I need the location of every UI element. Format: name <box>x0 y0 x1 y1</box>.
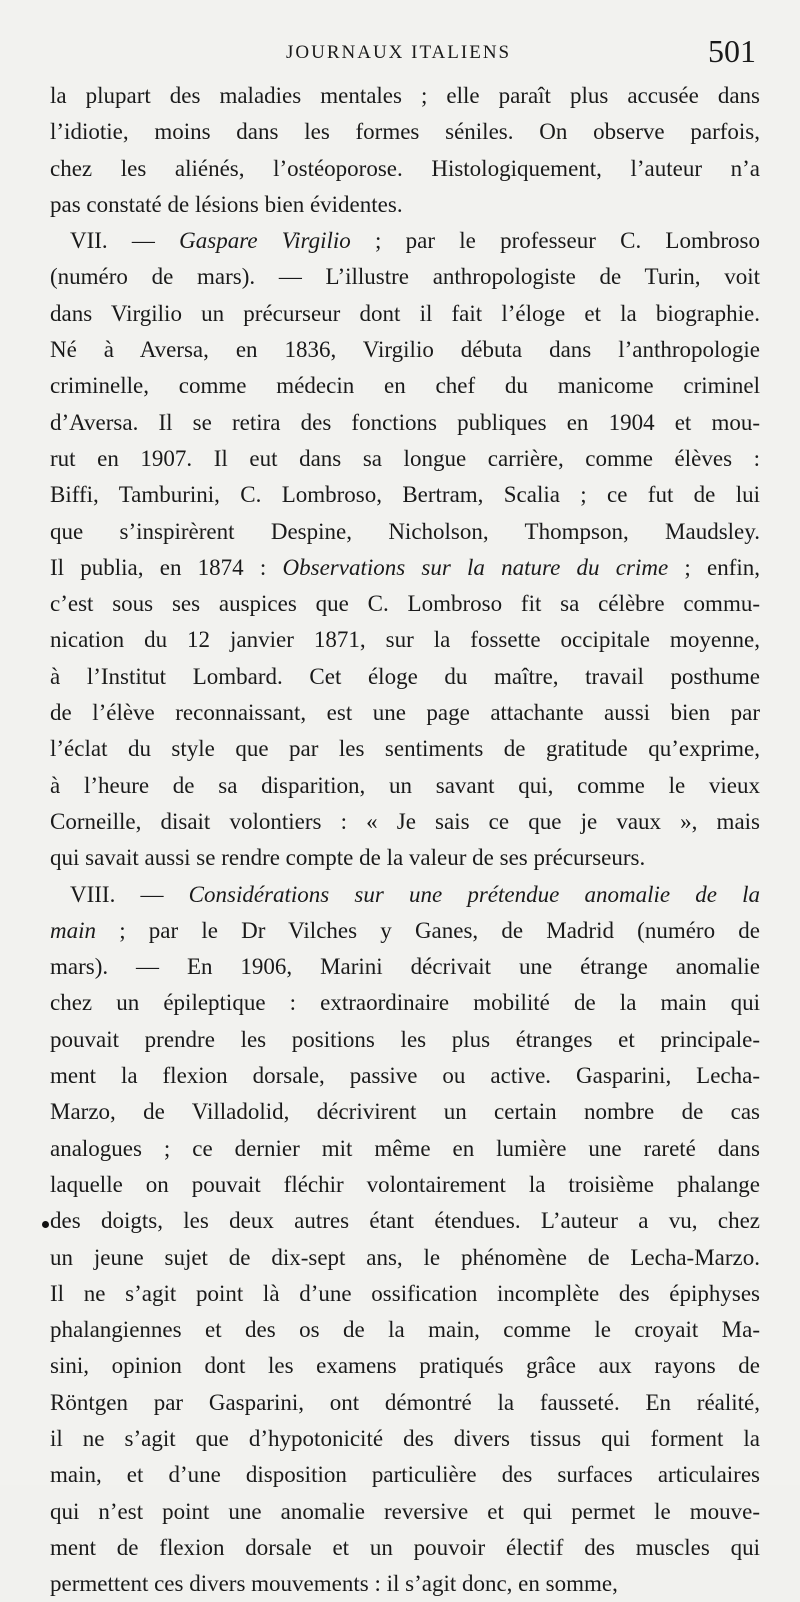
text-line: l’éclat du style que par les sentiments de gratitude qu’exprime, <box>50 736 760 762</box>
text-line: main ; par le Dr Vilches y Ganes, de Madrid (numéro de <box>50 917 760 943</box>
text-line: à l’heure de sa disparition, un savant qui, comme le vieux <box>50 772 760 798</box>
text-line: pas constaté de lésions bien évidentes. <box>50 191 403 217</box>
text-line: main, et d’une disposition particulière des surfaces articulaires <box>50 1462 760 1488</box>
text-line: chez un épileptique : extraordinaire mobilité de la main qui <box>50 990 760 1016</box>
text-line: d’Aversa. Il se retira des fonctions publiques en 1904 et mou- <box>50 409 760 435</box>
text-line: analogues ; ce dernier mit même en lumière une rareté dans <box>50 1135 760 1161</box>
text-line: des doigts, les deux autres étant étendues. L’auteur a vu, chez <box>50 1208 760 1234</box>
margin-dot-mark <box>42 1221 49 1228</box>
text-line: Corneille, disait volontiers : « Je sais ce que je vaux », mais <box>50 808 760 834</box>
text-line: permettent ces divers mouvements : il s’agit donc, en somme, <box>50 1571 618 1597</box>
text-line: ment la flexion dorsale, passive ou active. Gasparini, Lecha- <box>50 1063 760 1089</box>
text-line: criminelle, comme médecin en chef du manicome criminel <box>50 373 760 399</box>
text-line: Il publia, en 1874 : Observations sur la nature du crime ; enfin, <box>50 554 761 580</box>
page-number: 501 <box>708 33 756 69</box>
text-line: qui n’est point une anomalie reversive et qui permet le mouve- <box>50 1498 760 1524</box>
text-line: VII. — Gaspare Virgilio ; par le professeur C. Lombroso <box>70 228 760 254</box>
text-line: phalangiennes et des os de la main, comme le croyait Ma- <box>50 1317 760 1343</box>
text-line: à l’Institut Lombard. Cet éloge du maître, travail posthume <box>50 663 760 689</box>
text-line: chez les aliénés, l’ostéoporose. Histologiquement, l’auteur n’a <box>50 155 760 181</box>
text-line: mars). — En 1906, Marini décrivait une étrange anomalie <box>50 954 760 980</box>
text-line: la plupart des maladies mentales ; elle paraît plus accusée dans <box>50 83 760 108</box>
page-header <box>50 0 760 78</box>
text-line: rut en 1907. Il eut dans sa longue carrière, comme élèves : <box>50 445 760 471</box>
text-line: un jeune sujet de dix-sept ans, le phénomène de Lecha-Marzo. <box>50 1244 760 1270</box>
text-line: que s’inspirèrent Despine, Nicholson, Thompson, Maudsley. <box>50 518 760 544</box>
text-line: Marzo, de Villadolid, décrivirent un certain nombre de cas <box>50 1099 760 1125</box>
text-line: VIII. — Considérations sur une prétendue anomalie de la <box>70 881 760 907</box>
text-line: qui savait aussi se rendre compte de la valeur de ses précurseurs. <box>50 845 646 871</box>
text-line: sini, opinion dont les examens pratiqués grâce aux rayons de <box>50 1353 760 1379</box>
running-head: JOURNAUX ITALIENS <box>286 42 512 63</box>
text-line: Né à Aversa, en 1836, Virgilio débuta dans l’anthropologie <box>50 337 760 363</box>
text-line: Röntgen par Gasparini, ont démontré la fausseté. En réalité, <box>50 1389 760 1415</box>
text-line: dans Virgilio un précurseur dont il fait l’éloge et la biographie. <box>50 300 760 326</box>
text-line: ment de flexion dorsale et un pouvoir électif des muscles qui <box>50 1534 760 1560</box>
text-line: (numéro de mars). — L’illustre anthropologiste de Turin, voit <box>50 264 760 290</box>
text-line: Biffi, Tamburini, C. Lombroso, Bertram, Scalia ; ce fut de lui <box>50 482 760 508</box>
text-line: l’idiotie, moins dans les formes séniles. On observe parfois, <box>50 119 760 145</box>
text-line: il ne s’agit que d’hypotonicité des divers tissus qui forment la <box>50 1425 760 1451</box>
text-line: c’est sous ses auspices que C. Lombroso fit sa célèbre commu- <box>50 591 760 617</box>
text-line: laquelle on pouvait fléchir volontairement la troisième phalange <box>50 1171 760 1197</box>
text-line: pouvait prendre les positions les plus étranges et principale- <box>50 1026 760 1052</box>
page-body-text <box>50 78 760 1602</box>
text-line: de l’élève reconnaissant, est une page attachante aussi bien par <box>50 700 760 726</box>
text-line: nication du 12 janvier 1871, sur la fossette occipitale moyenne, <box>50 627 760 653</box>
text-line: Il ne s’agit point là d’une ossification incomplète des épiphyses <box>50 1280 760 1306</box>
